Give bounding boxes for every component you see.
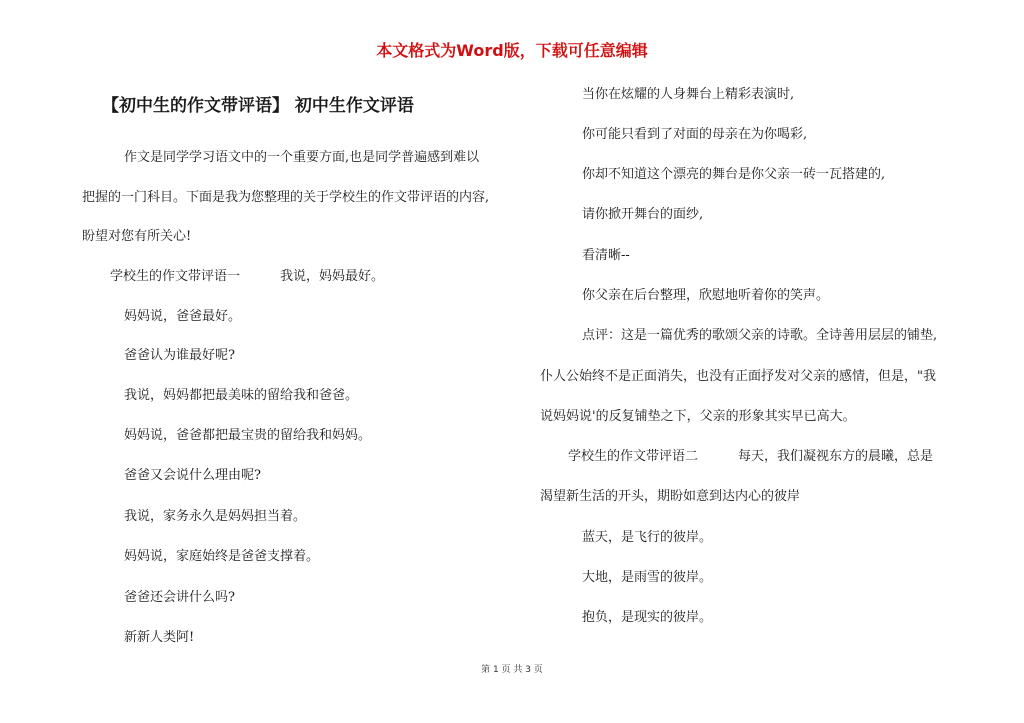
paragraph-line: 渴望新生活的开头，期盼如意到达内心的彼岸 bbox=[540, 489, 801, 504]
section-heading: 学校生的作文带评语一 bbox=[110, 269, 241, 284]
edit-banner: 本文格式为Word版，下载可任意编辑 bbox=[376, 41, 648, 60]
poem-line: 爸爸认为谁最好呢? bbox=[124, 348, 235, 363]
poem-line: 你父亲在后台整理，欣慰地听着你的笑声。 bbox=[582, 288, 830, 303]
poem-line: 蓝天，是飞行的彼岸。 bbox=[582, 530, 713, 545]
poem-line: 爸爸又会说什么理由呢? bbox=[124, 468, 261, 483]
section-heading-line bbox=[110, 269, 384, 285]
comment-line: 仆人公始终不是正面消失，也没有正面抒发对父亲的感情，但是，"我 bbox=[540, 369, 936, 384]
poem-line: 爸爸还会讲什么吗? bbox=[124, 590, 235, 605]
poem-line: 大地，是雨雪的彼岸。 bbox=[582, 570, 713, 585]
paragraph-line: 把握的一门科目。下面是我为您整理的关于学校生的作文带评语的内容, bbox=[82, 190, 490, 205]
poem-line: 我说，妈妈最好。 bbox=[280, 269, 385, 284]
poem-line: 我说，妈妈都把最美味的留给我和爸爸。 bbox=[124, 388, 359, 403]
poem-line: 妈妈说，爸爸都把最宝贵的留给我和妈妈。 bbox=[124, 428, 372, 443]
document-title: 【初中生的作文带评语】 初中生作文评语 bbox=[102, 96, 414, 116]
poem-line: 抱负，是现实的彼岸。 bbox=[582, 610, 713, 625]
poem-line: 请你掀开舞台的面纱, bbox=[582, 207, 704, 222]
paragraph-text: 每天，我们凝视东方的晨曦，总是 bbox=[738, 449, 934, 464]
poem-line: 新新人类阿! bbox=[124, 630, 195, 645]
section-heading-line bbox=[568, 449, 933, 465]
section-heading: 学校生的作文带评语二 bbox=[568, 449, 699, 464]
poem-line: 你却不知道这个漂亮的舞台是你父亲一砖一瓦搭建的, bbox=[582, 167, 886, 182]
page-number: 第 1 页 共 3 页 bbox=[481, 665, 543, 675]
paragraph-line: 作文是同学学习语文中的一个重要方面,也是同学普遍感到难以 bbox=[124, 150, 480, 165]
poem-line: 你可能只看到了对面的母亲在为你喝彩, bbox=[582, 127, 808, 142]
paragraph-line: 盼望对您有所关心! bbox=[82, 229, 192, 244]
poem-line: 当你在炫耀的人身舞台上精彩表演时, bbox=[582, 87, 795, 102]
comment-line: 点评：这是一篇优秀的歌颂父亲的诗歌。全诗善用层层的铺垫, bbox=[582, 328, 938, 343]
poem-line: 看清晰-- bbox=[582, 248, 630, 263]
poem-line: 我说，家务永久是妈妈担当着。 bbox=[124, 509, 307, 524]
comment-line: 说妈妈说'的反复铺垫之下，父亲的形象其实早已高大。 bbox=[540, 409, 856, 424]
poem-line: 妈妈说，爸爸最好。 bbox=[124, 309, 242, 324]
poem-line: 妈妈说，家庭始终是爸爸支撑着。 bbox=[124, 549, 320, 564]
